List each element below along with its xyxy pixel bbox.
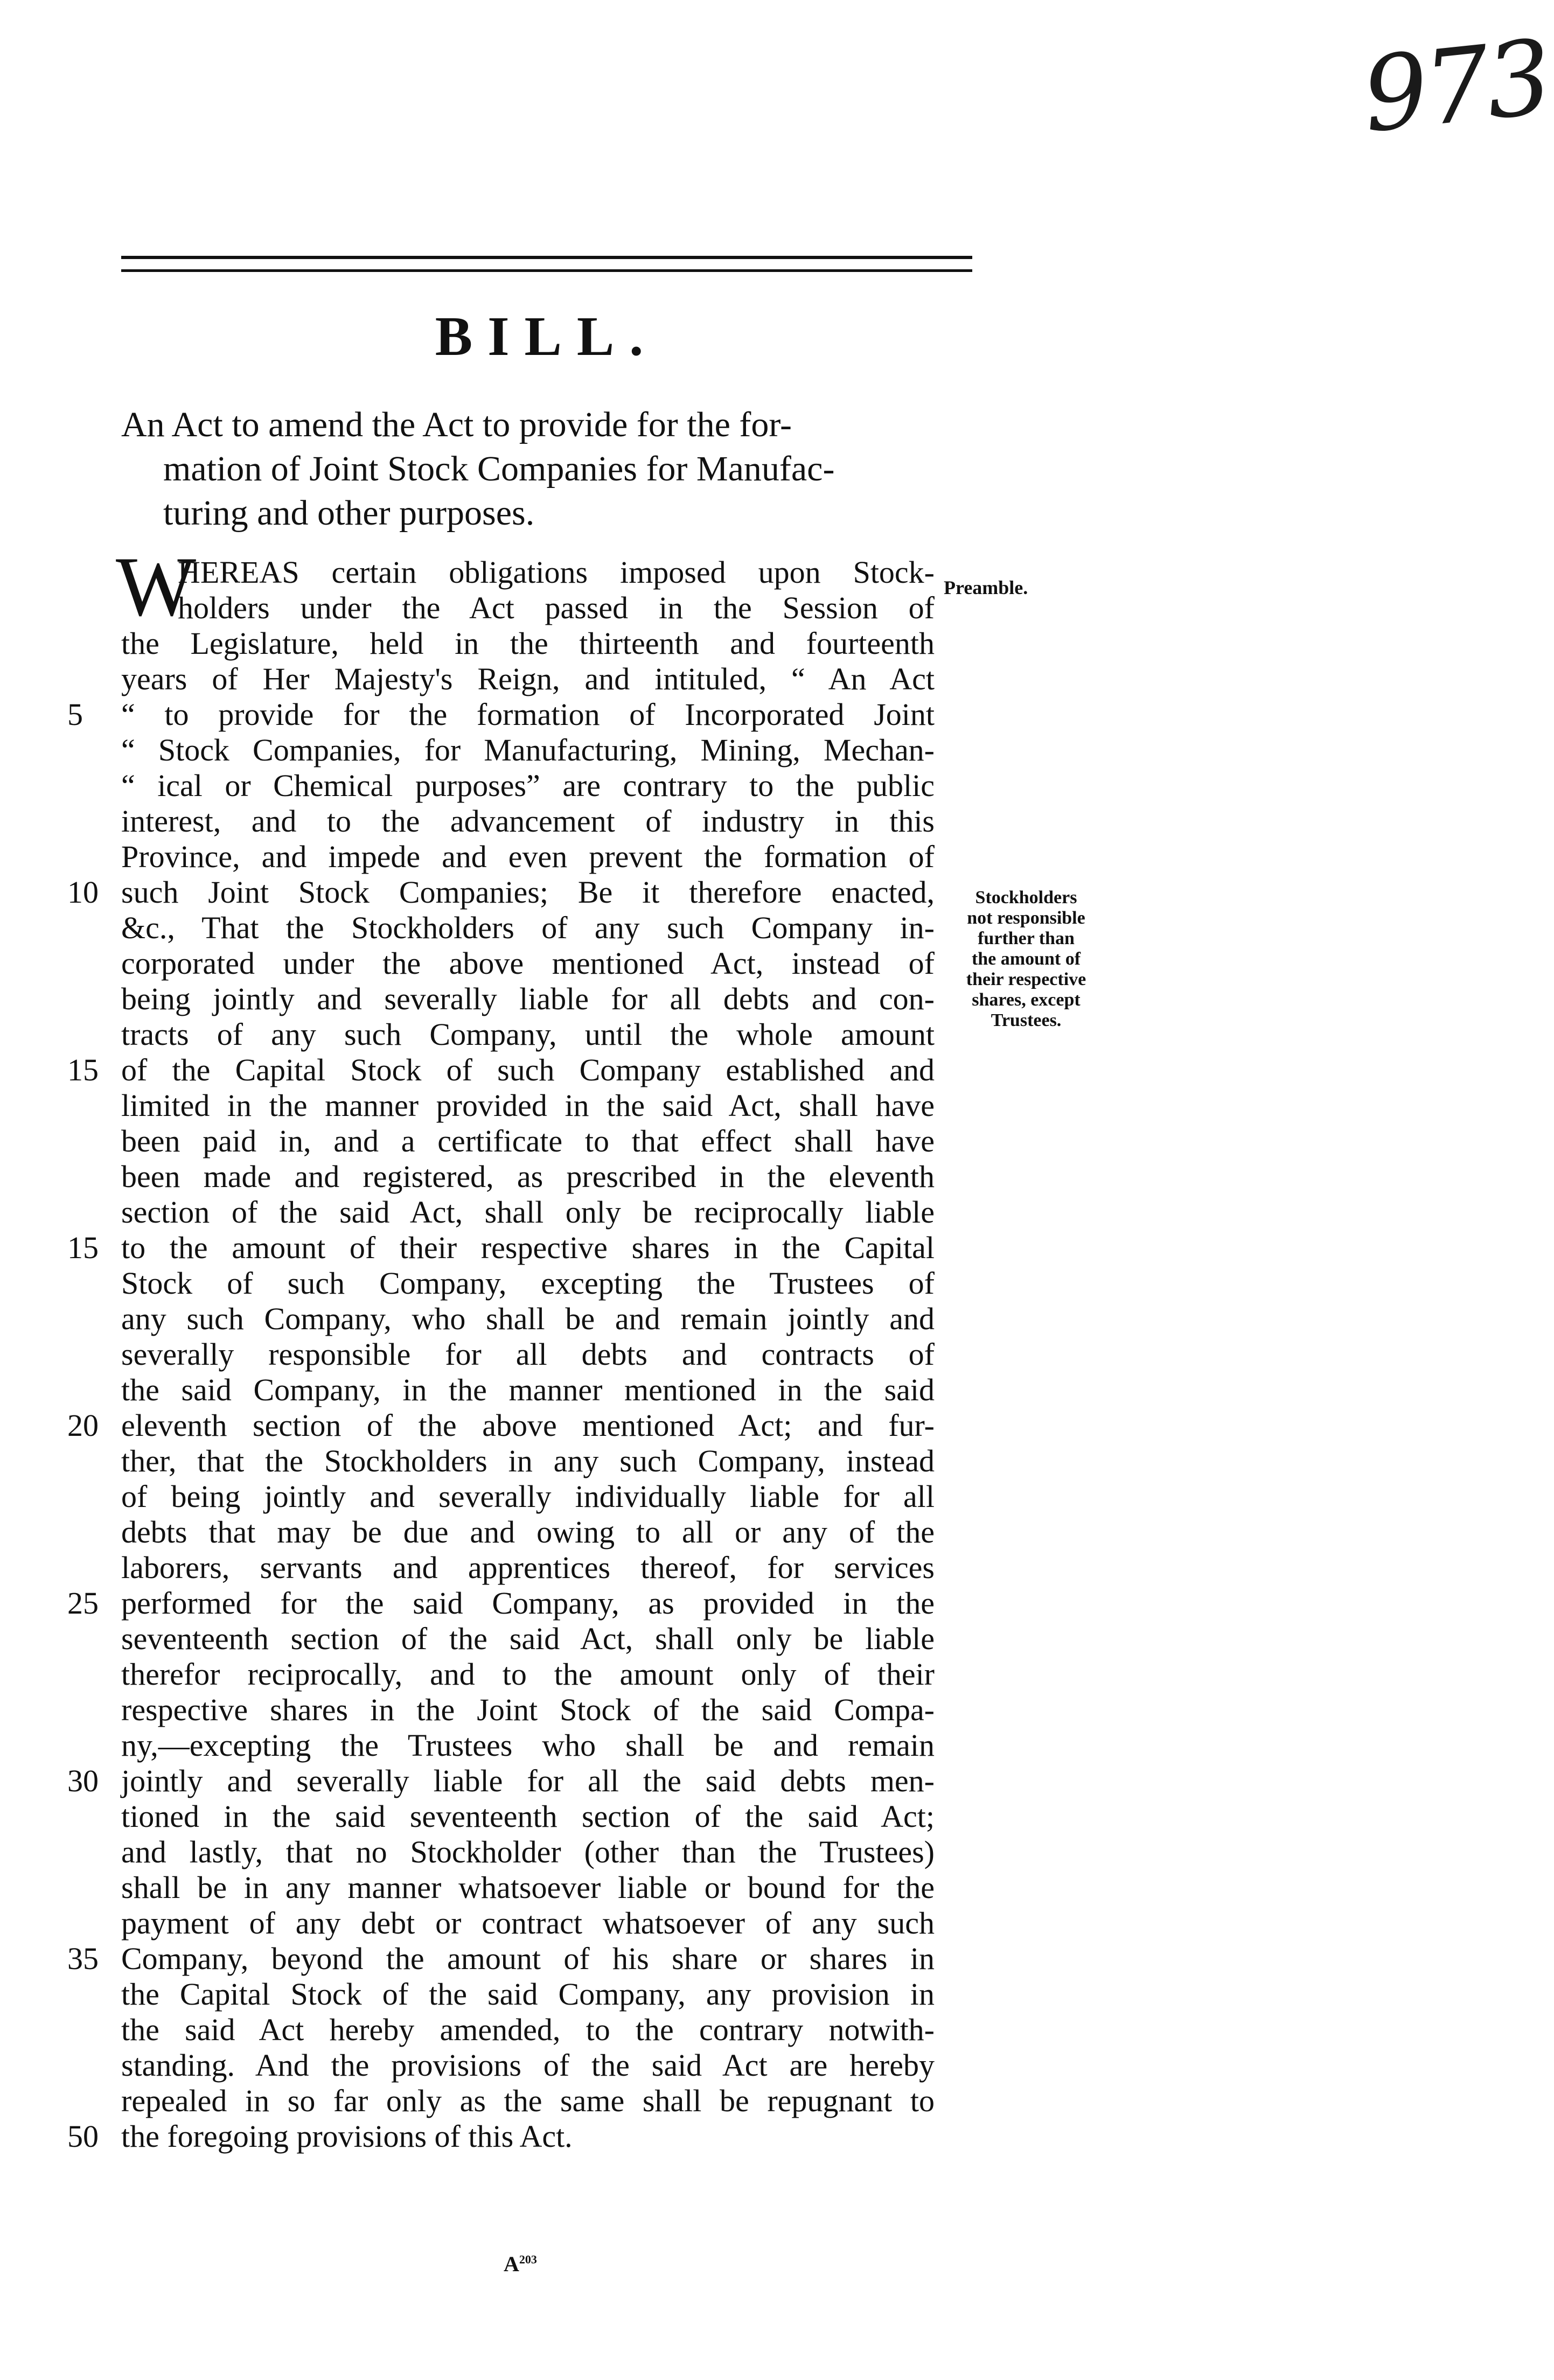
line-text: Stock of such Company, excepting the Trustees of [121,1266,935,1301]
body-line [0,1834,1492,1870]
line-text: ny,—excepting the Trustees who shall be and remain [121,1728,935,1763]
body-line [0,1052,1492,1088]
line-text: any such Company, who shall be and remain jointly and [121,1301,935,1336]
line-number: 15 [67,1052,99,1087]
line-text: performed for the said Company, as provided in the [121,1586,935,1621]
page-number: 973 [1357,17,1554,156]
body-line [0,1372,1492,1408]
body-line [0,981,1492,1017]
line-text: corporated under the above mentioned Act, instead of [121,946,935,981]
line-number: 20 [67,1408,99,1443]
body-line [0,1586,1492,1621]
body-line [0,1266,1492,1301]
bill-title: BILL. [435,305,659,367]
body-line [0,1550,1492,1586]
body-line [0,1657,1492,1692]
line-text: HEREAS certain obligations imposed upon Stock- [178,555,935,590]
line-text: of being jointly and severally individually liable for all [121,1479,935,1514]
line-text: eleventh section of the above mentioned Act; and fur- [121,1408,935,1443]
line-text: debts that may be due and owing to all or any of the [121,1514,935,1550]
line-number: 25 [67,1586,99,1621]
body-line [0,946,1492,981]
marginal-note-preamble: Preamble. [944,577,1028,598]
line-text: the said Company, in the manner mentioned in the said [121,1372,935,1407]
line-text: jointly and severally liable for all the said debts men- [121,1763,935,1798]
body-line [0,768,1492,804]
line-text: payment of any debt or contract whatsoever of any such [121,1906,935,1941]
line-text: tracts of any such Company, until the whole amount [121,1017,935,1052]
body-line [0,1941,1492,1977]
body-line [0,1195,1492,1230]
body-line [0,1728,1492,1763]
subtitle-line: mation of Joint Stock Companies for Manufac- [163,449,835,488]
subtitle-line: turing and other purposes. [163,493,535,533]
body-line [0,626,1492,661]
line-text: respective shares in the Joint Stock of the said Compa- [121,1692,935,1727]
line-text: been paid in, and a certificate to that effect shall have [121,1123,935,1158]
line-text: the foregoing provisions of this Act. [121,2119,573,2154]
top-rule [121,256,972,259]
marginal-note-line: further than [978,929,1075,948]
line-text: holders under the Act passed in the Session of [178,590,935,625]
body-line [0,1799,1492,1834]
body-line [0,1017,1492,1052]
line-text: such Joint Stock Companies; Be it therefore enacted, [121,875,935,910]
body-line [0,697,1492,732]
body-line [0,1123,1492,1159]
body-line [0,1088,1492,1123]
body-line [0,1621,1492,1657]
body-line [0,1977,1492,2012]
marginal-note-line: not responsible [967,908,1085,928]
line-text: years of Her Majesty's Reign, and intituled, “ An Act [121,661,935,696]
line-text: and lastly, that no Stockholder (other than the Trustees) [121,1834,935,1869]
line-text: Company, beyond the amount of his share or shares in [121,1941,935,1976]
line-text: the Capital Stock of the said Company, any provision in [121,1977,935,2012]
line-text: severally responsible for all debts and contracts of [121,1337,935,1372]
line-text: &c., That the Stockholders of any such Company in- [121,910,935,945]
subtitle-line: An Act to amend the Act to provide for the for- [121,405,792,444]
body-line [0,2119,1492,2154]
line-text: “ Stock Companies, for Manufacturing, Mining, Mechan- [121,732,935,767]
body-line [0,590,1492,626]
line-number: 10 [67,875,99,910]
line-text: standing. And the provisions of the said Act are hereby [121,2048,935,2083]
body-line [0,875,1492,910]
line-text: to the amount of their respective shares in the Capital [121,1230,935,1265]
top-rule-second [121,269,972,272]
body-line [0,910,1492,946]
body-line [0,661,1492,697]
line-number: 30 [67,1763,99,1798]
signature-mark [504,2251,537,2277]
line-number: 35 [67,1941,99,1976]
line-text: “ ical or Chemical purposes” are contrary to the public [121,768,935,803]
body-line [0,1230,1492,1266]
line-text: been made and registered, as prescribed in the eleventh [121,1159,935,1194]
line-text: laborers, servants and apprentices thereof, for services [121,1550,935,1585]
line-text: ther, that the Stockholders in any such Company, instead [121,1443,935,1478]
body-line [0,2012,1492,2048]
line-text: the Legislature, held in the thirteenth and fourteenth [121,626,935,661]
bill-subtitle [121,403,972,535]
line-text: interest, and to the advancement of industry in this [121,804,935,839]
body-line [0,1692,1492,1728]
marginal-note-line: shares, except [972,990,1081,1010]
body-line [0,804,1492,839]
signature-sup: 203 [519,2252,537,2266]
body-line [0,1763,1492,1799]
line-text: shall be in any manner whatsoever liable or bound for the [121,1870,935,1905]
line-text: seventeenth section of the said Act, shall only be liable [121,1621,935,1656]
line-text: “ to provide for the formation of Incorporated Joint [121,697,935,732]
line-text: of the Capital Stock of such Company established and [121,1052,935,1087]
body-line [0,1408,1492,1443]
line-text: therefor reciprocally, and to the amount only of their [121,1657,935,1692]
line-number: 50 [67,2119,99,2154]
line-text: limited in the manner provided in the said Act, shall have [121,1088,935,1123]
line-text: section of the said Act, shall only be reciprocally liable [121,1195,935,1230]
signature-letter: A [504,2252,519,2276]
marginal-note-line: the amount of [971,949,1081,969]
line-number: 5 [67,697,83,732]
body-line [0,732,1492,768]
line-text: repealed in so far only as the same shall be repugnant to [121,2083,935,2118]
line-text: being jointly and severally liable for all debts and con- [121,981,935,1016]
drop-cap: W [116,540,197,634]
marginal-note-line: Trustees. [991,1010,1062,1030]
body-line [0,2083,1492,2119]
line-text: tioned in the said seventeenth section of the said Act; [121,1799,935,1834]
body-line [0,1479,1492,1514]
body-line [0,1159,1492,1195]
body-line [0,1337,1492,1372]
line-text: the said Act hereby amended, to the contrary notwith- [121,2012,935,2047]
marginal-note-line: Stockholders [975,888,1077,908]
body-line [0,555,1492,590]
body-line [0,1870,1492,1906]
body-line [0,2048,1492,2083]
body-line [0,1301,1492,1337]
body-line [0,1443,1492,1479]
marginal-note-line: their respective [966,969,1086,989]
line-number: 15 [67,1230,99,1265]
body-line [0,1514,1492,1550]
line-text: Province, and impede and even prevent the formation of [121,839,935,874]
body-line [0,839,1492,875]
body-line [0,1906,1492,1941]
